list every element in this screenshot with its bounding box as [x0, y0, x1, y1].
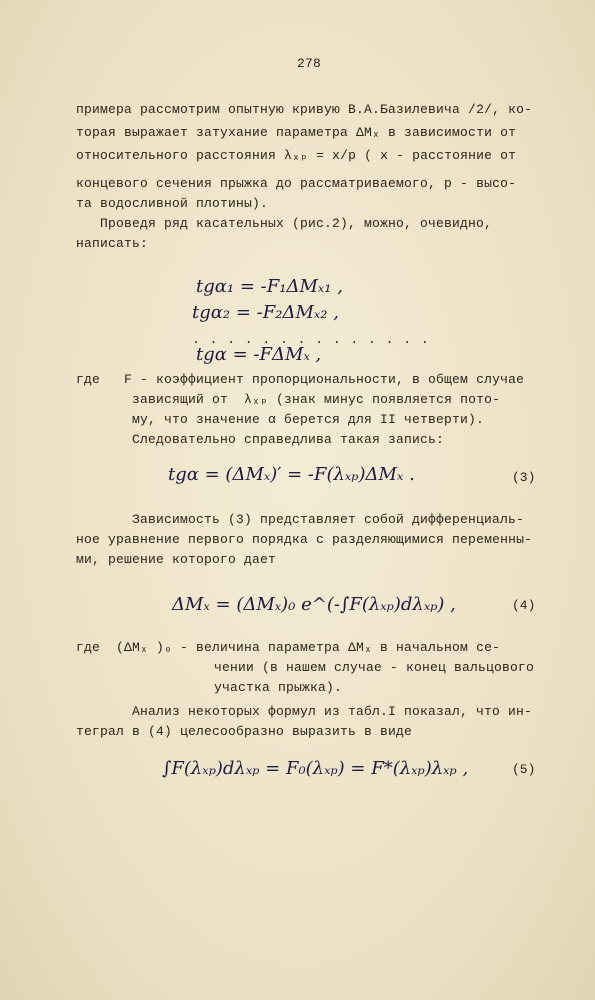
text-line-14: ми, решение которого дает [76, 552, 277, 567]
text-line-18: Анализ некоторых формул из табл.I показал, что ин- [132, 704, 533, 719]
text-line-3: относительного расстояния λₓₚ = x/p ( x - расстояние от [76, 148, 517, 163]
equation-5: ∫F(λₓₚ)dλₓₚ = F₀(λₓₚ) = F*(λₓₚ)λₓₚ , [162, 758, 469, 779]
equation-3-number: (3) [512, 470, 536, 485]
text-line-12: Зависимость (3) представляет собой дифференциаль- [132, 512, 525, 527]
text-line-5: та водосливной плотины). [76, 196, 269, 211]
equation-5-number: (5) [512, 762, 536, 777]
text-line-17: участка прыжка). [214, 680, 343, 695]
text-line-7: написать: [76, 236, 149, 251]
equation-tg-alpha-n: tgα = -FΔMₓ , [196, 344, 322, 365]
equation-tg-alpha-2: tgα₂ = -F₂ΔMₓ₂ , [192, 302, 339, 323]
text-line-10: му, что значение α берется для II четверти). [132, 412, 485, 427]
text-line-6: Проведя ряд касательных (рис.2), можно, очевидно, [100, 216, 493, 231]
text-line-13: ное уравнение первого порядка с разделяющимися переменны- [76, 532, 533, 547]
text-line-16: чении (в нашем случае - конец вальцового [214, 660, 535, 675]
text-line-1: примера рассмотрим опытную кривую В.А.Базилевича /2/, ко- [76, 102, 533, 117]
equation-4-number: (4) [512, 598, 536, 613]
text-line-15: где (ΔMₓ )₀ - величина параметра ΔMₓ в начальном се- [76, 640, 501, 655]
text-line-9: зависящий от λₓₚ (знак минус появляется пото- [132, 392, 501, 407]
equation-3: tgα = (ΔMₓ)′ = -F(λₓₚ)ΔMₓ . [168, 464, 415, 485]
text-line-11: Следовательно справедлива такая запись: [132, 432, 445, 447]
equation-ellipsis: . . . . . . . . . . . . . . [192, 332, 430, 347]
text-line-4: концевого сечения прыжка до рассматриваемого, p - высо- [76, 176, 517, 191]
equation-tg-alpha-1: tgα₁ = -F₁ΔMₓ₁ , [196, 276, 343, 297]
text-line-19: теграл в (4) целесообразно выразить в виде [76, 724, 413, 739]
text-line-2: торая выражает затухание параметра ΔMₓ в зависимости от [76, 125, 517, 140]
equation-4: ΔMₓ = (ΔMₓ)₀ e^(-∫F(λₓₚ)dλₓₚ) , [172, 594, 456, 615]
text-line-8: где F - коэффициент пропорциональности, в общем случае [76, 372, 525, 387]
page-number: 278 [297, 56, 322, 71]
